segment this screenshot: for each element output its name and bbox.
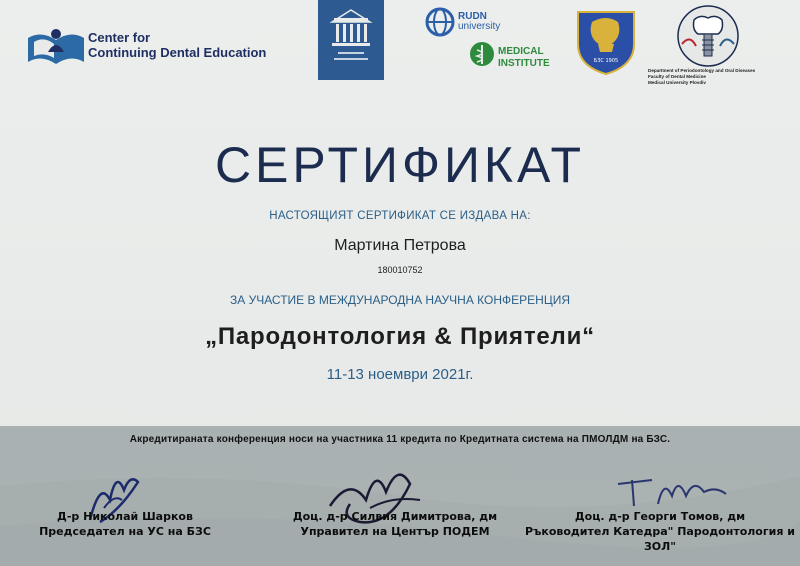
conference-name: „Пародонтология & Приятели“ (205, 323, 595, 350)
rudn-medical-logo (418, 6, 568, 76)
recipient-name: Мартина Петрова (334, 237, 466, 254)
dept-line3: Medical University Plovdiv (648, 80, 706, 85)
cde-logo-line1: Center for (88, 30, 151, 45)
medical-caduceus-icon (468, 40, 496, 68)
signature-band (0, 426, 800, 566)
signatory-2-name: Доц. д-р Силвия Димитрова, дм (292, 510, 498, 523)
conference-dates: 11-13 ноември 2021г. (326, 366, 474, 383)
medical-line2: INSTITUTE (498, 58, 550, 69)
logo-header (0, 0, 800, 130)
rudn-text (458, 12, 500, 32)
tooth-implant-emblem-icon (676, 4, 740, 70)
rudn-line1: RUDN (458, 11, 487, 22)
signatory-1-name: Д-р Николай Шарков (57, 510, 193, 523)
signatory-2-role: Управител на Център ПОДЕМ (300, 525, 490, 538)
dept-line1: Department of Periodontology and Oral Diseases (648, 68, 756, 73)
medical-institute-text (498, 46, 550, 70)
bzs-seal-text: БЗС 1905 (593, 58, 619, 64)
credit-note: Акредитираната конференция носи на участника 11 кредита по Кредитната система на ПМОЛДМ на БЗС. (129, 434, 671, 445)
issued-to-label: НАСТОЯЩИЯТ СЕРТИФИКАТ СЕ ИЗДАВА НА: (269, 210, 531, 222)
rudn-globe-icon (424, 6, 456, 38)
signatory-1 (10, 509, 240, 539)
participation-label: ЗА УЧАСТИЕ В МЕЖДУНАРОДНА НАУЧНА КОНФЕРЕНЦИЯ (229, 293, 570, 307)
signatory-3-role: Ръководител Катедра" Пародонтология и ЗОЛ" (525, 525, 795, 553)
cde-logo-text (88, 30, 266, 60)
book-person-logo-icon (26, 24, 86, 68)
medical-line1: MEDICAL (498, 46, 544, 57)
university-building-seal-icon (318, 0, 384, 80)
recipient-number: 180010752 (377, 265, 423, 275)
signatory-3 (520, 509, 800, 554)
rudn-line2: university (458, 21, 501, 32)
dept-line2: Faculty of Dental Medicine (648, 74, 706, 79)
certificate-title: СЕРТИФИКАТ (214, 137, 586, 193)
signatory-1-role: Председател на УС на БЗС (39, 525, 211, 538)
bzs-lion-seal-icon (574, 4, 638, 76)
department-text (648, 68, 788, 86)
signatory-2 (270, 509, 520, 539)
signatory-3-name: Доц. д-р Георги Томов, дм (574, 510, 746, 523)
cde-logo-line2: Continuing Dental Education (88, 45, 267, 60)
